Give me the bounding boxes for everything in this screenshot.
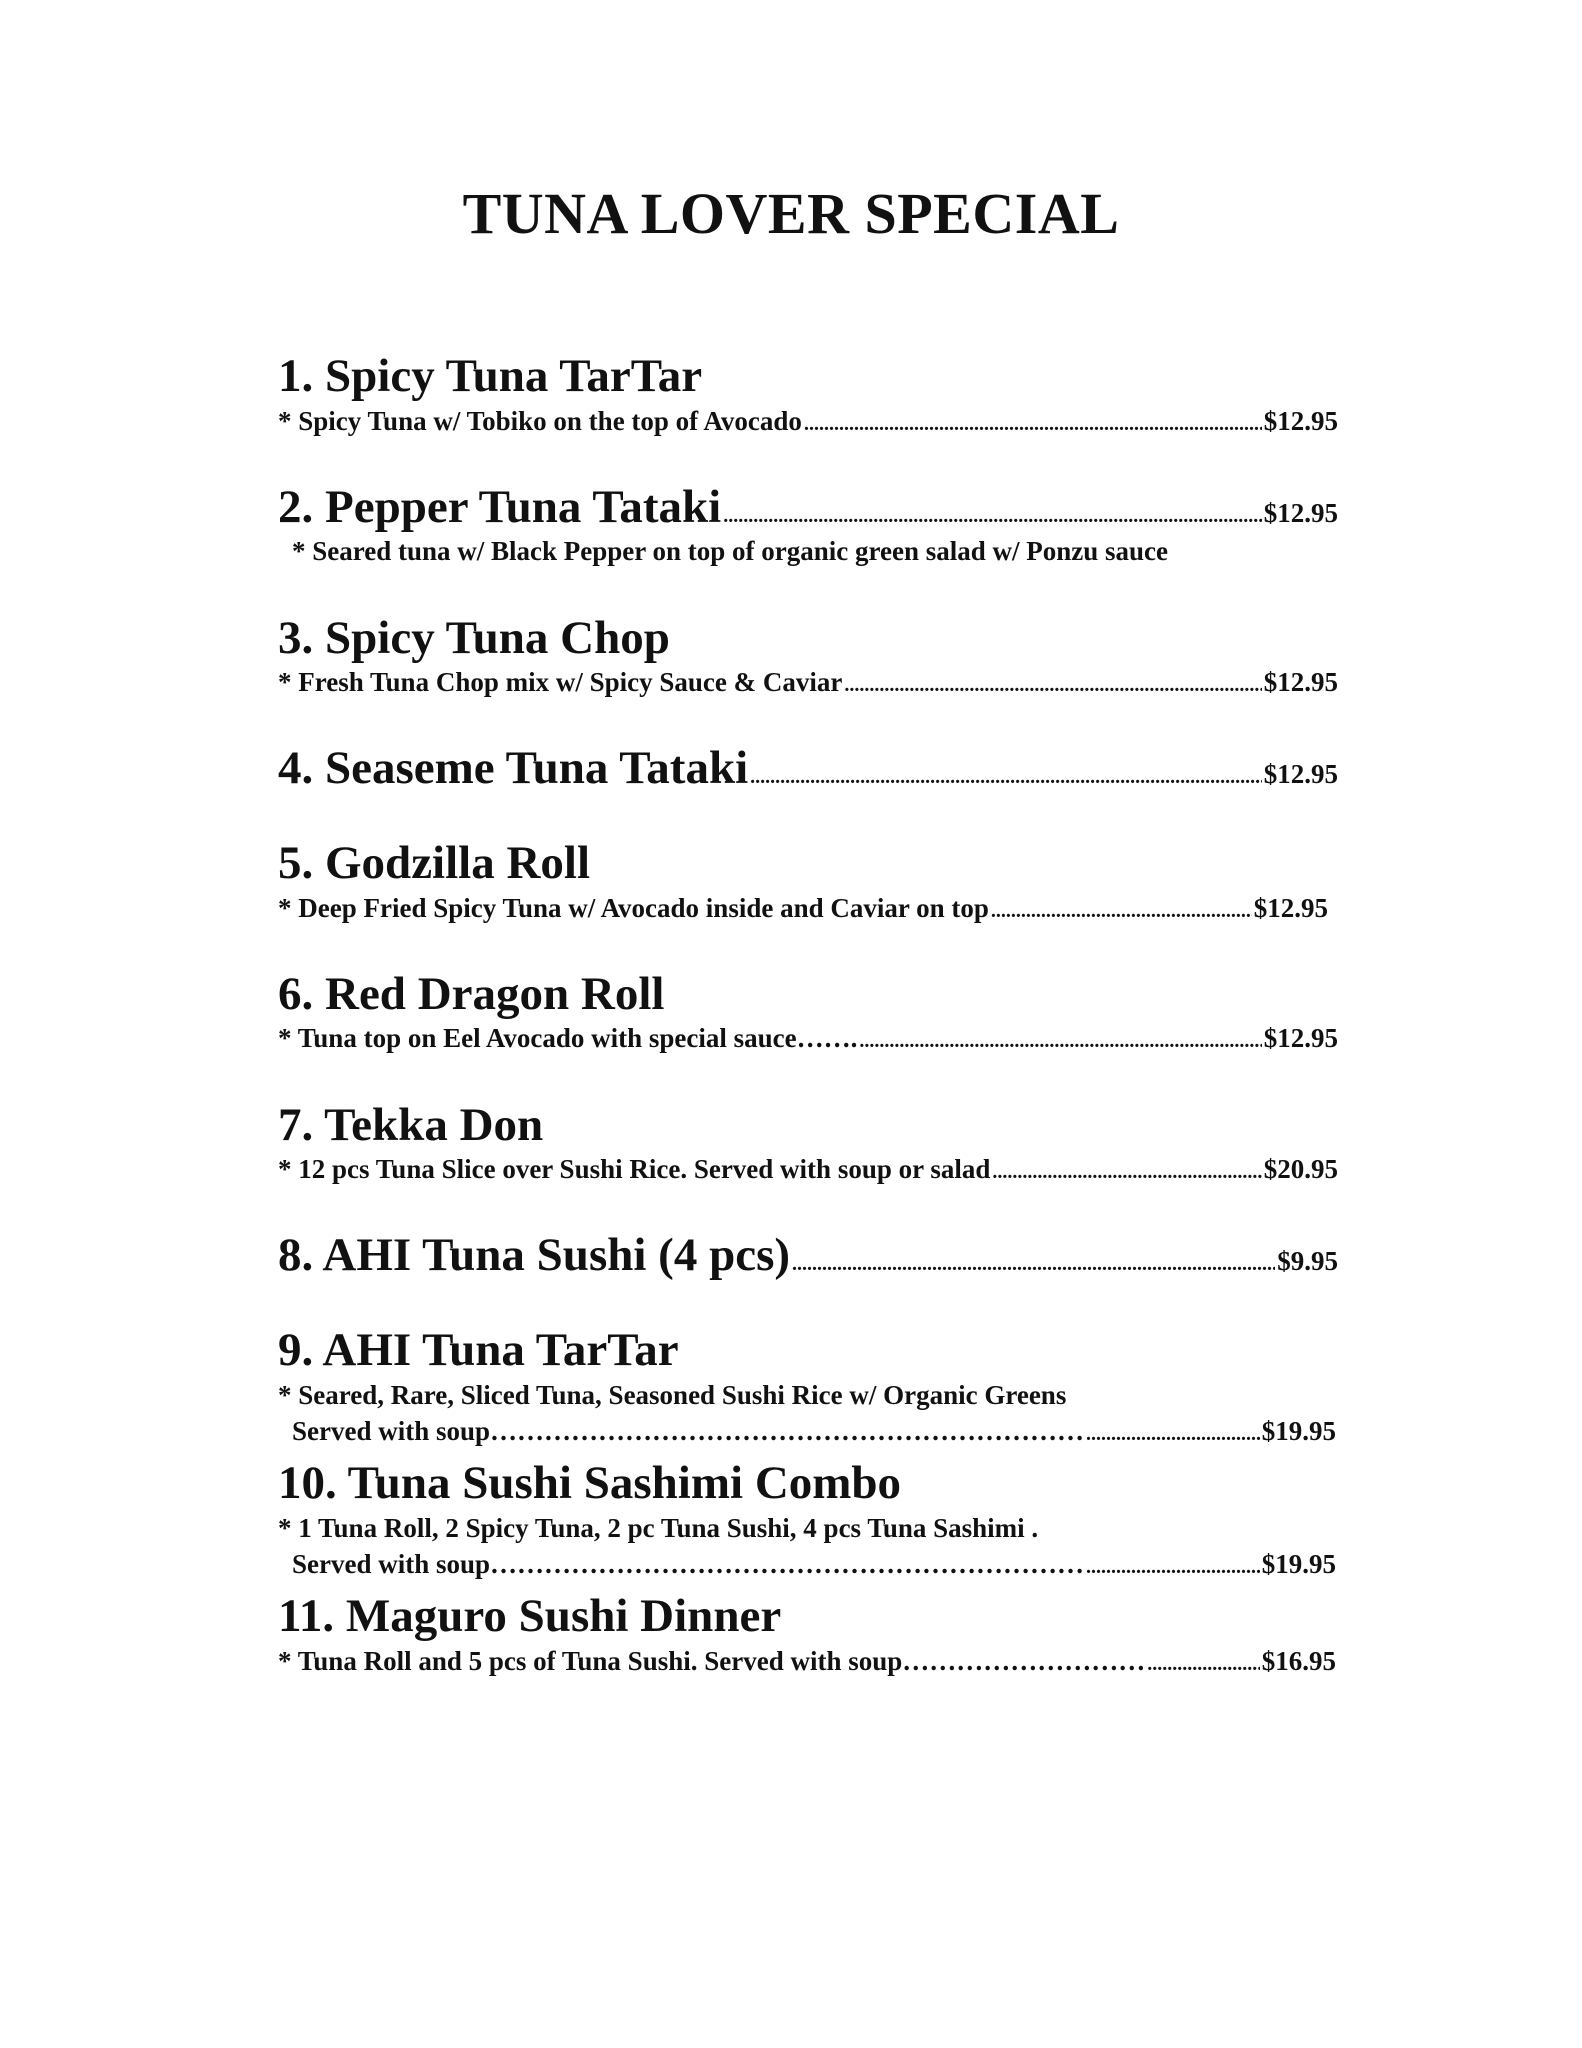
dot-leader	[1086, 1423, 1260, 1446]
item-heading: 11. Maguro Sushi Dinner	[278, 1589, 782, 1642]
item-heading: 8. AHI Tuna Sushi (4 pcs)	[278, 1229, 791, 1282]
menu-list	[278, 350, 1338, 1679]
item-price: $19.95	[1261, 1415, 1336, 1446]
menu-item-spicy-tuna-tartar	[278, 350, 1338, 439]
item-description: * 12 pcs Tuna Slice over Sushi Rice. Served with soup or salad	[278, 1154, 991, 1185]
menu-item-ahi-tuna-sushi	[278, 1229, 1338, 1282]
dot-leader	[844, 674, 1261, 697]
dot-leader	[792, 1253, 1275, 1276]
menu-item-spicy-tuna-chop	[278, 612, 1338, 701]
item-price: $12.95	[1263, 405, 1338, 436]
menu-item-red-dragon-roll	[278, 968, 1338, 1057]
dot-leader	[750, 766, 1262, 789]
item-heading: 4. Seaseme Tuna Tataki	[278, 742, 749, 795]
menu-item-ahi-tuna-tartar	[278, 1324, 1338, 1449]
dot-leader	[1086, 1556, 1260, 1579]
item-heading: 1. Spicy Tuna TarTar	[278, 350, 703, 402]
dot-leader	[723, 505, 1262, 528]
menu-item-maguro-sushi-dinner	[278, 1590, 1338, 1679]
item-price: $20.95	[1263, 1154, 1338, 1185]
item-price: $12.95	[1253, 892, 1328, 923]
item-price: $19.95	[1261, 1548, 1336, 1579]
item-heading: 2. Pepper Tuna Tataki	[278, 480, 722, 533]
item-description: * Seared tuna w/ Black Pepper on top of organic green salad w/ Ponzu sauce	[292, 536, 1169, 567]
item-heading: 6. Red Dragon Roll	[278, 967, 665, 1020]
item-price: $12.95	[1263, 497, 1338, 528]
menu-item-godzilla-roll	[278, 837, 1338, 926]
item-heading: 9. AHI Tuna TarTar	[278, 1324, 679, 1377]
item-description: * 1 Tuna Roll, 2 Spicy Tuna, 2 pc Tuna Sushi, 4 pcs Tuna Sashimi .	[278, 1512, 1039, 1543]
item-description-serving: Served with soup…………………………………………………………	[292, 1415, 1085, 1446]
item-price: $12.95	[1263, 667, 1338, 698]
item-description-serving: Served with soup…………………………………………………………	[292, 1548, 1085, 1579]
item-heading: 7. Tekka Don	[278, 1098, 544, 1151]
item-price: $9.95	[1277, 1246, 1338, 1277]
item-description: * Spicy Tuna w/ Tobiko on the top of Avocado	[278, 405, 802, 436]
dot-leader	[804, 413, 1262, 436]
item-price: $12.95	[1263, 1023, 1338, 1054]
dot-leader	[1147, 1653, 1259, 1676]
dot-leader	[992, 1161, 1261, 1184]
item-description: * Deep Fried Spicy Tuna w/ Avocado inside and Caviar on top	[278, 892, 989, 923]
item-price: $12.95	[1263, 759, 1338, 790]
item-description: * Tuna Roll and 5 pcs of Tuna Sushi. Served with soup………………………	[278, 1645, 1146, 1676]
item-description: * Tuna top on Eel Avocado with special sauce…….	[278, 1023, 858, 1054]
dot-leader	[859, 1030, 1261, 1053]
menu-item-seaseme-tuna-tataki	[278, 742, 1338, 795]
item-price: $16.95	[1261, 1645, 1336, 1676]
menu-item-tekka-don	[278, 1099, 1338, 1188]
item-heading: 10. Tuna Sushi Sashimi Combo	[278, 1457, 902, 1509]
item-description: * Fresh Tuna Chop mix w/ Spicy Sauce & Caviar	[278, 667, 843, 698]
menu-item-tuna-sushi-sashimi-combo	[278, 1457, 1338, 1582]
menu-title: TUNA LOVER SPECIAL	[462, 181, 1120, 246]
dot-leader	[991, 900, 1252, 923]
item-description: * Seared, Rare, Sliced Tuna, Seasoned Sushi Rice w/ Organic Greens	[278, 1379, 1067, 1410]
item-heading: 5. Godzilla Roll	[278, 837, 591, 890]
menu-item-pepper-tuna-tataki	[278, 481, 1338, 570]
item-heading: 3. Spicy Tuna Chop	[278, 611, 670, 664]
